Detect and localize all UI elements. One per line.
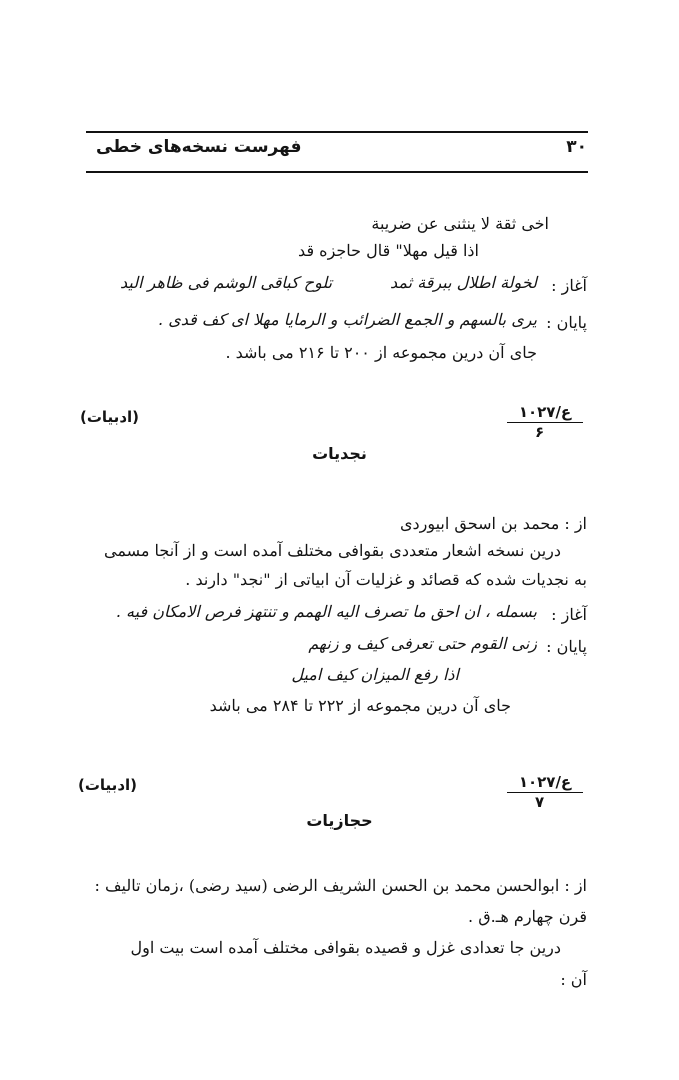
incipit-label: آغاز :	[551, 605, 587, 624]
incipit-text: لخولة اطلال ببرقة ثمد	[390, 273, 537, 292]
description-line: به نجدیات شده که قصائد و غزلیات آن ابیاتی از "نجد" دارند .	[185, 570, 587, 589]
shelf-mark	[507, 403, 583, 441]
page-number: ۳۰	[566, 137, 587, 157]
shelf-sub-number: ۶	[535, 423, 545, 441]
header-rule-bottom	[86, 171, 588, 173]
shelf-number: ع/۱۰۲۷	[518, 403, 572, 421]
incipit-label: آغاز :	[551, 276, 587, 295]
explicit-text: اذا رفع المیزان کیف امیل	[291, 665, 459, 684]
explicit-text: زنی القوم حتی تعرفی کیف و زنهم	[308, 634, 537, 653]
shelf-mark	[507, 773, 583, 811]
incipit-text: بسمله ، ان احق ما تصرف الیه الهمم و تنتهز فرص الامکان فیه .	[115, 602, 537, 621]
incipit-text: تلوح کباقی الوشم فی ظاهر الید	[120, 273, 333, 292]
verse-line: اذا قیل مهلا" قال حاجزه قد	[298, 241, 479, 260]
description-line: درین نسخه اشعار متعددی بقوافی مختلف آمده است و از آنجا مسمی	[103, 541, 561, 560]
category-label: (ادبیات)	[80, 408, 140, 426]
author-line: از : ابوالحسن محمد بن الحسن الشریف الرضی (سید رضی) ،زمان تالیف :	[94, 876, 587, 895]
verse-line: اخی ثقة لا ینثنی عن ضریبة	[371, 214, 549, 233]
location-note: جای آن درین مجموعه از ۲۰۰ تا ۲۱۶ می باشد .	[225, 343, 537, 362]
entry-title: حجازیات	[306, 811, 373, 830]
category-label: (ادبیات)	[78, 776, 138, 794]
author-line: از : محمد بن اسحق ابیوردی	[399, 514, 587, 533]
description-line: درین جا تعدادی غزل و قصیده بقوافی مختلف آمده است بیت اول	[130, 938, 561, 957]
header-rule-top	[86, 131, 588, 133]
explicit-text: یری بالسهم و الجمع الضرائب و الرمایا مهلا ای کف قدی .	[158, 310, 537, 329]
running-title: فهرست نسخه‌های خطی	[96, 137, 302, 157]
shelf-number: ع/۱۰۲۷	[518, 773, 572, 791]
explicit-label: پایان :	[546, 313, 587, 332]
entry-title: نجدیات	[312, 444, 367, 463]
location-note: جای آن درین مجموعه از ۲۲۲ تا ۲۸۴ می باشد	[209, 696, 511, 715]
author-line: قرن چهارم هـ.ق .	[468, 907, 587, 926]
description-line: آن :	[560, 970, 587, 989]
shelf-sub-number: ۷	[535, 793, 545, 811]
explicit-label: پایان :	[546, 637, 587, 656]
